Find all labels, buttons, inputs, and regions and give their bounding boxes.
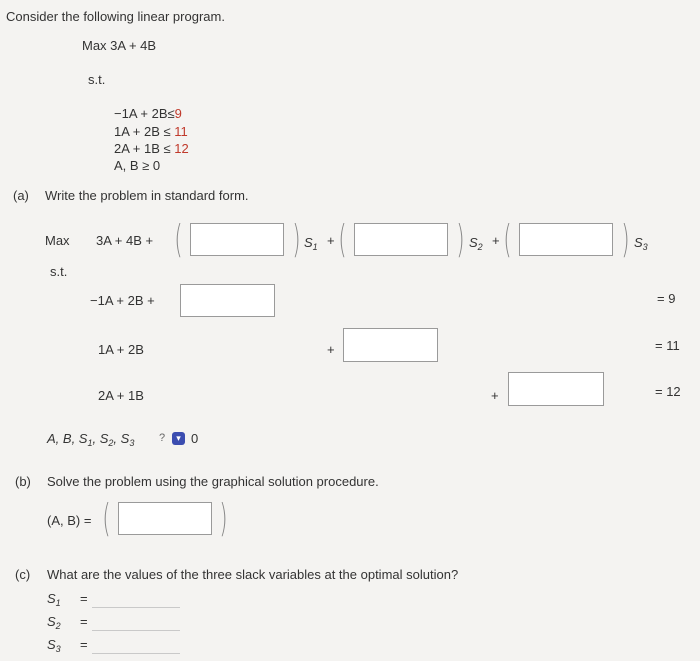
right-paren: ) — [292, 217, 301, 261]
left-paren: ( — [102, 496, 111, 540]
lp-st: s.t. — [88, 72, 106, 87]
part-b-answer-label: (A, B) = — [47, 513, 92, 528]
std-row-3-lhs: 2A + 1B — [98, 388, 144, 403]
slack-s1-label — [304, 235, 318, 255]
std-max-label: Max — [45, 233, 70, 248]
slack-name: S — [47, 614, 56, 629]
objective-s2-coef-input[interactable] — [354, 223, 448, 256]
nonneg-vars: A, B, S — [47, 431, 88, 446]
std-nonneg-vars: A, B, $S_1$, $S_2$, $S_3$ — [47, 431, 135, 448]
ab-answer-input[interactable] — [118, 502, 212, 535]
row-3-slack-input[interactable] — [508, 372, 604, 406]
nonneg-sub: 1 — [87, 438, 93, 448]
nonneg-sub: 3 — [129, 438, 135, 448]
objective-s1-coef-input[interactable] — [190, 223, 284, 256]
constraint-lhs: 2A + 1B — [114, 141, 160, 156]
part-a-question: Write the problem in standard form. — [45, 188, 249, 203]
slack-name: S — [469, 235, 478, 250]
slack-sub: 3 — [55, 644, 61, 654]
objective-s3-coef-input[interactable] — [519, 223, 613, 256]
lp-constraint-2 — [114, 124, 188, 140]
part-c-label: (c) — [15, 567, 31, 582]
constraint-lhs: −1A + 2B — [114, 106, 168, 121]
right-paren: ) — [219, 496, 228, 540]
std-row-1-lhs: −1A + 2B + — [90, 293, 155, 308]
s1-label — [47, 591, 61, 611]
intro-text: Consider the following linear program. — [6, 9, 225, 24]
s3-label — [47, 637, 61, 657]
constraint-rhs: 11 — [174, 124, 188, 139]
right-paren: ) — [456, 217, 465, 261]
slack-name: S — [304, 235, 313, 250]
constraint-rhs: 12 — [174, 141, 189, 156]
plus-sign: + — [327, 233, 335, 248]
plus-sign: + — [492, 233, 500, 248]
std-row-2-plus: + — [327, 342, 335, 357]
s2-eq: = — [80, 614, 88, 629]
left-paren: ( — [174, 217, 183, 261]
constraint-lhs: 1A + 2B — [114, 124, 160, 139]
std-nonneg-zero: 0 — [191, 431, 199, 446]
std-row-3-rhs: = 12 — [655, 384, 681, 399]
lp-nonneg: A, B ≥ 0 — [114, 158, 161, 173]
std-st: s.t. — [50, 264, 68, 279]
s3-answer-input[interactable] — [92, 653, 180, 654]
slack-sub: 1 — [55, 598, 61, 608]
lp-constraint-3 — [114, 141, 189, 157]
std-objective-terms: 3A + 4B + — [96, 233, 154, 248]
std-row-2-lhs: 1A + 2B — [98, 342, 144, 357]
slack-s2-label — [469, 235, 483, 255]
part-c-question: What are the values of the three slack variables at the optimal solution? — [47, 567, 459, 582]
nonneg-sub: 2 — [108, 438, 114, 448]
slack-s3-label — [634, 235, 648, 255]
row-2-slack-input[interactable] — [343, 328, 438, 362]
slack-sub: 1 — [312, 242, 318, 252]
s1-eq: = — [80, 591, 88, 606]
constraint-op: ≤ — [167, 106, 175, 121]
part-b-question: Solve the problem using the graphical solution procedure. — [47, 474, 379, 489]
dropdown-icon[interactable]: ▾ — [172, 432, 185, 445]
constraint-op: ≤ — [163, 124, 171, 139]
right-paren: ) — [621, 217, 630, 261]
lp-objective: Max 3A + 4B — [82, 38, 157, 53]
s1-answer-input[interactable] — [92, 607, 180, 608]
s2-label — [47, 614, 61, 634]
slack-sub: 3 — [642, 242, 648, 252]
nonneg-sep: , — [113, 431, 118, 446]
slack-sub: 2 — [55, 621, 61, 631]
constraint-op: ≤ — [163, 141, 171, 156]
std-row-2-rhs: = 11 — [655, 338, 680, 353]
row-1-slack-input[interactable] — [180, 284, 275, 317]
part-b-label: (b) — [15, 474, 31, 489]
constraint-rhs: 9 — [174, 106, 182, 121]
s3-eq: = — [80, 637, 88, 652]
relation-select[interactable]: ? — [159, 432, 166, 444]
slack-name: S — [634, 235, 643, 250]
std-row-1-rhs: = 9 — [657, 291, 676, 306]
left-paren: ( — [338, 217, 347, 261]
slack-name: S — [47, 637, 56, 652]
slack-name: S — [47, 591, 56, 606]
slack-sub: 2 — [477, 242, 483, 252]
lp-constraint-1 — [114, 106, 182, 122]
left-paren: ( — [503, 217, 512, 261]
std-row-3-plus: + — [491, 388, 499, 403]
s2-answer-input[interactable] — [92, 630, 180, 631]
part-a-label: (a) — [13, 188, 29, 203]
nonneg-sep: , — [92, 431, 97, 446]
